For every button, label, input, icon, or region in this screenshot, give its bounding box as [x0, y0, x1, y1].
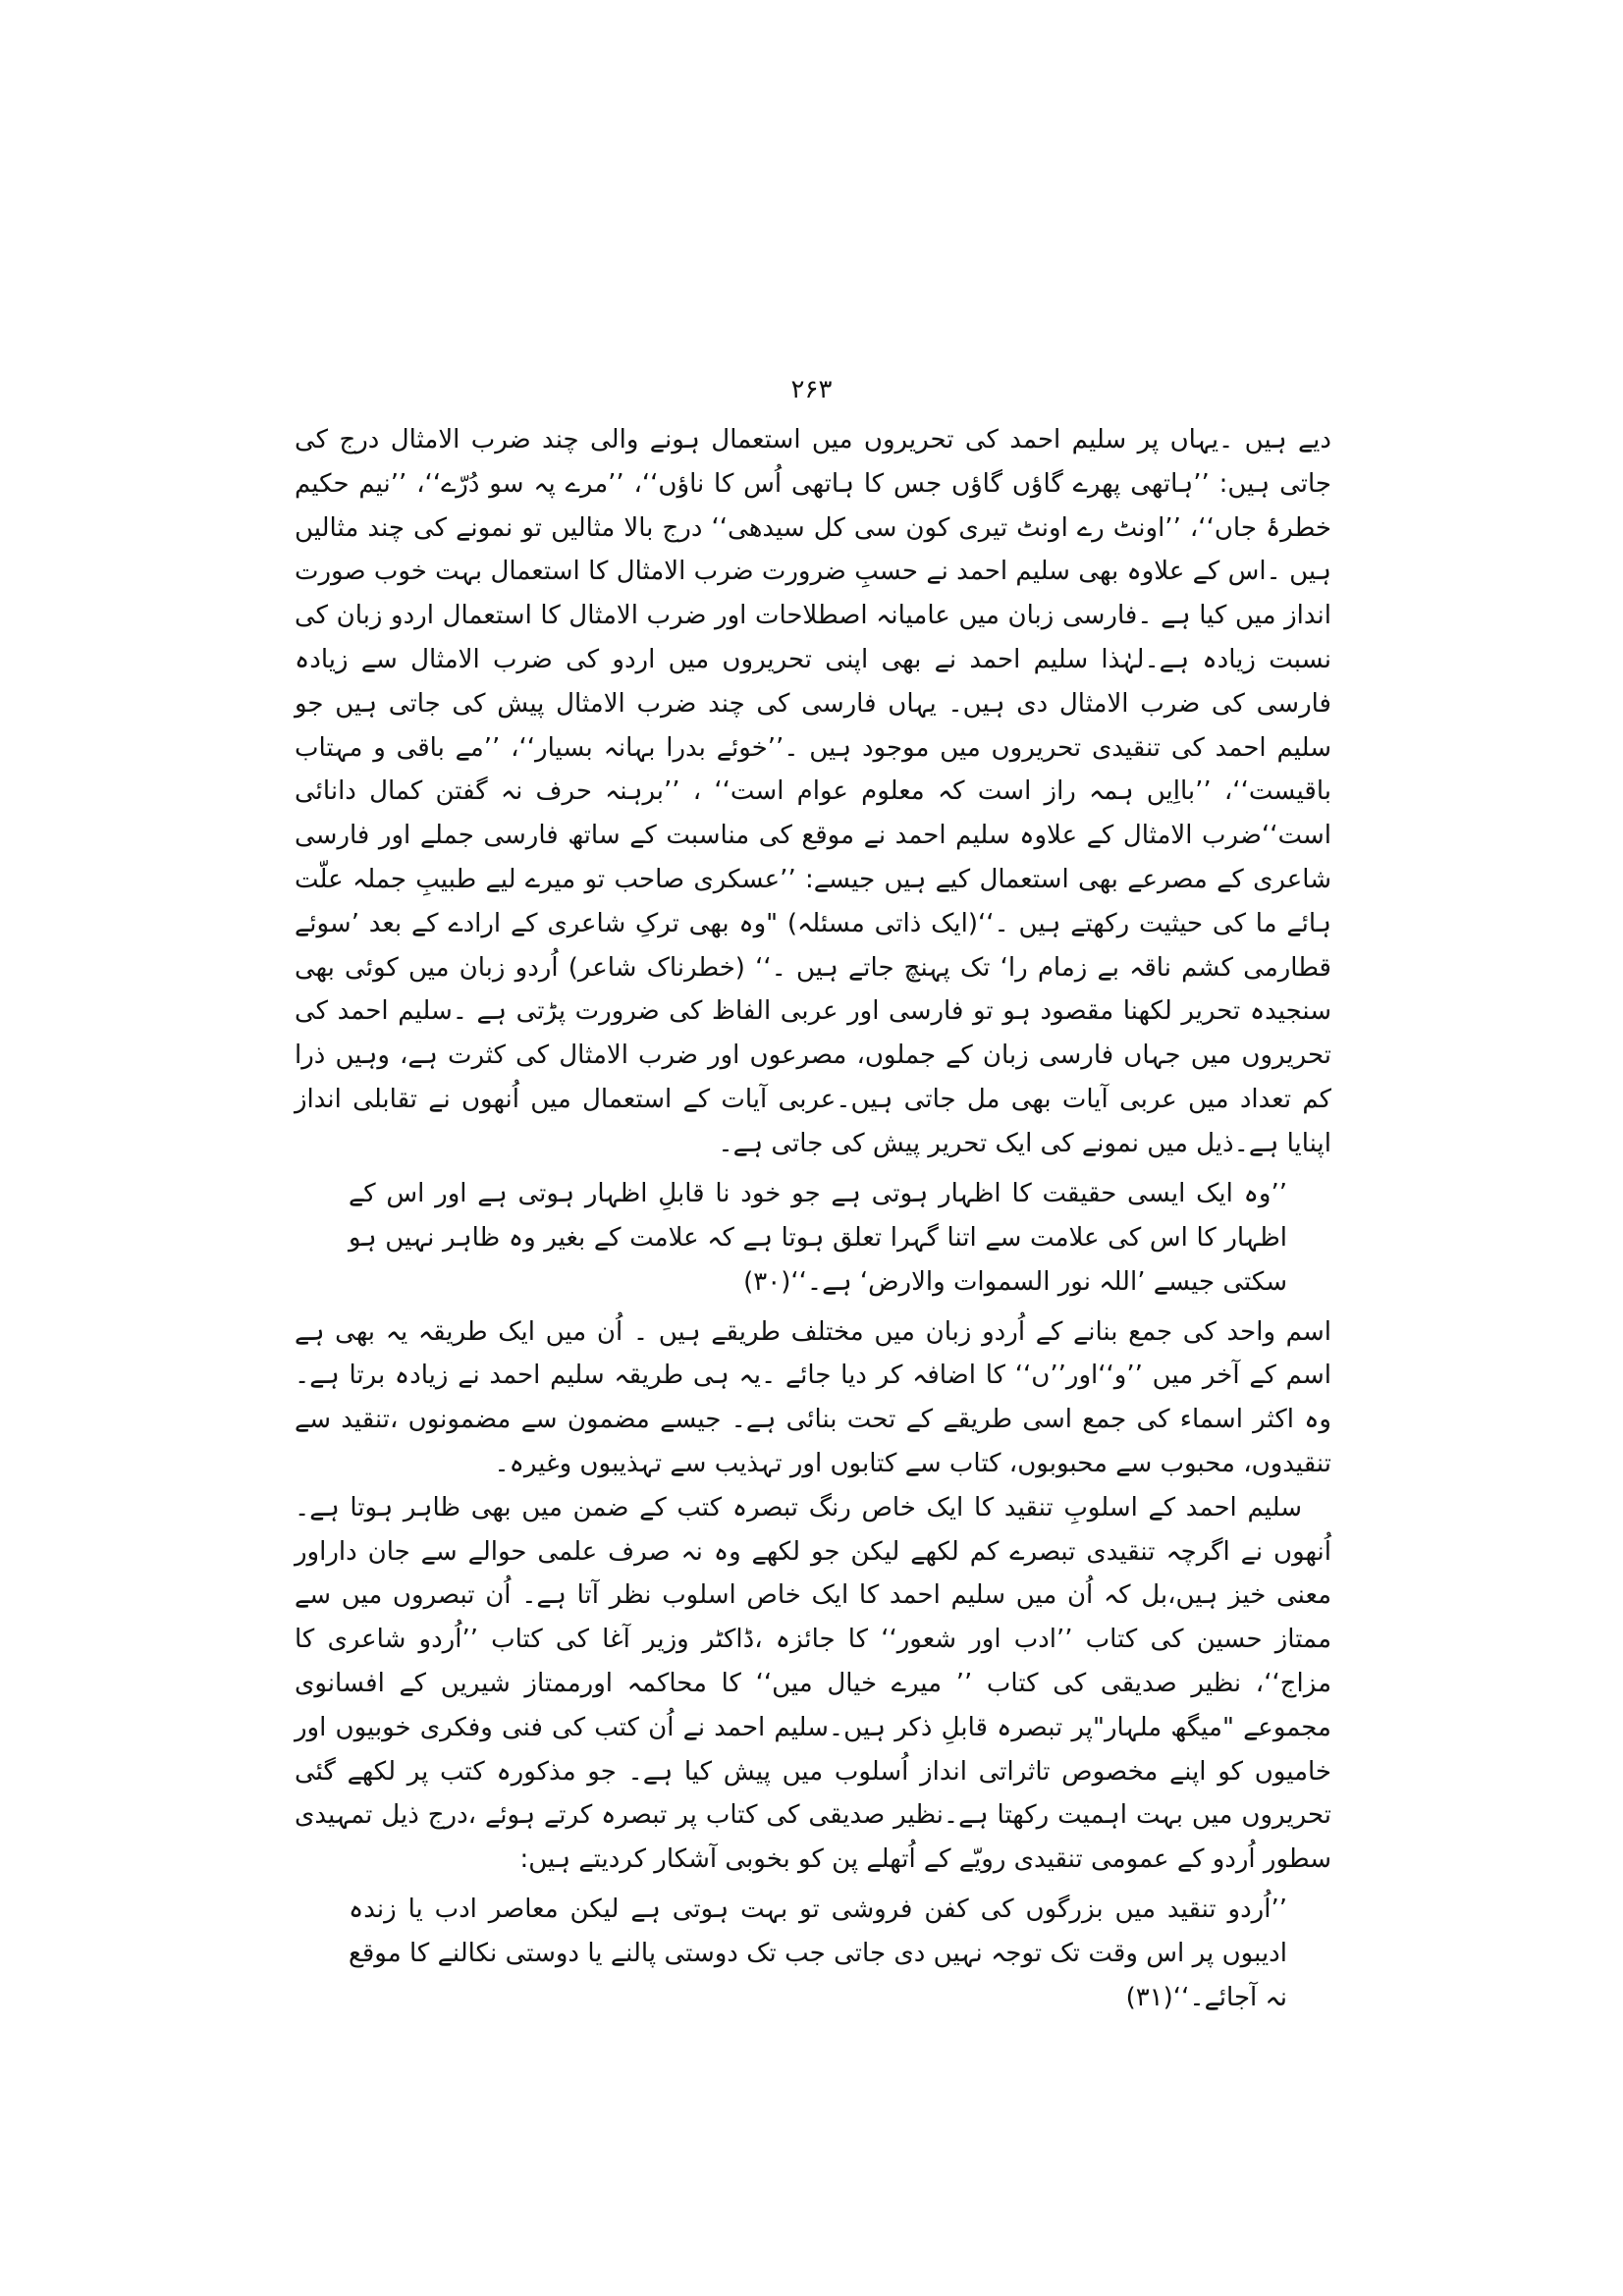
block-quote-31: ’’اُردو تنقید میں بزرگوں کی کفن فروشی تو بہت ہوتی ہے لیکن معاصر ادب یا زندہ ادیبوں پر اس وقت تک توجہ نہیں دی جاتی جب تک دوستی پالنے یا دوستی نکالنے کا موقع نہ آجائے۔‘‘(۳۱) [349, 1894, 1287, 2012]
paragraph-plural-forms: اسم واحد کی جمع بنانے کے اُردو زبان میں مختلف طریقے ہیں ۔ اُن میں ایک طریقہ یہ بھی ہے اسم کے آخر میں ’’و‘‘اور’’ں‘‘ کا اضافہ کر دیا جائے ۔یہ ہی طریقہ سلیم احمد نے زیادہ برتا ہے۔وہ اکثر اسماء کی جمع اسی طریقے کے تحت بنائی ہے۔ جیسے مضمون سے مضمونوں ،تنقید سے تنقیدوں، محبوب سے محبوبوں، کتاب سے کتابوں اور تہذیب سے تہذیبوں وغیرہ۔ [295, 1316, 1331, 1478]
block-quote-30: ’’وہ ایک ایسی حقیقت کا اظہار ہوتی ہے جو خود نا قابلِ اظہار ہوتی ہے اور اس کے اظہار کا اس کی علامت سے اتنا گہرا تعلق ہوتا ہے کہ علامت کے بغیر وہ ظاہر نہیں ہو سکتی جیسے ’اللہ نور السموات والارض‘ ہے۔‘‘(۳۰) [349, 1178, 1287, 1297]
page-number: ۲۶۳ [790, 375, 833, 404]
body-text [295, 418, 1331, 2026]
paragraph-book-reviews: سلیم احمد کے اسلوبِ تنقید کا ایک خاص رنگ تبصرہ کتب کے ضمن میں بھی ظاہر ہوتا ہے۔ اُنھوں نے اگرچہ تنقیدی تبصرے کم لکھے لیکن جو لکھے وہ نہ صرف علمی حوالے سے جان داراور معنی خیز ہیں،بل کہ اُن میں سلیم احمد کا ایک خاص اسلوب نظر آتا ہے۔ اُن تبصروں میں سے ممتاز حسین کی کتاب ’’ادب اور شعور‘‘ کا جائزہ ،ڈاکٹر وزیر آغا کی کتاب ’’اُردو شاعری کا مزاج‘‘، نظیر صدیقی کی کتاب ’’ میرے خیال میں‘‘ کا محاکمہ اورممتاز شیریں کے افسانوی مجموعے "میگھ ملہار"پر تبصرہ قابلِ ذکر ہیں۔سلیم احمد نے اُن کتب کی فنی وفکری خوبیوں اور خامیوں کو اپنے مخصوص تاثراتی انداز اُسلوب میں پیش کیا ہے۔ جو مذکورہ کتب پر لکھے گئی تحریروں میں بہت اہمیت رکھتا ہے۔نظیر صدیقی کی کتاب پر تبصرہ کرتے ہوئے ،درج ذیل تمہیدی سطور اُردو کے عمومی تنقیدی رویّے کے اُتھلے پن کو بخوبی آشکار کردیتے ہیں: [295, 1492, 1331, 1875]
paragraph-proverbs: دیے ہیں ۔یہاں پر سلیم احمد کی تحریروں میں استعمال ہونے والی چند ضرب الامثال درج کی جاتی ہیں: ’’ہاتھی پھرے گاؤں گاؤں جس کا ہاتھی اُس کا ناؤں‘‘، ’’مرے پہ سو دُرّے‘‘، ’’نیم حکیم خطرۂ جاں‘‘، ’’اونٹ رے اونٹ تیری کون سی کل سیدھی‘‘ درج بالا مثالیں تو نمونے کی چند مثالیں ہیں ۔اس کے علاوہ بھی سلیم احمد نے حسبِ ضرورت ضرب الامثال کا استعمال بہت خوب صورت انداز میں کیا ہے ۔فارسی زبان میں عامیانہ اصطلاحات اور ضرب الامثال کا استعمال اردو زبان کی نسبت زیادہ ہے۔لہٰذا سلیم احمد نے بھی اپنی تحریروں میں اردو کی ضرب الامثال سے زیادہ فارسی کی ضرب الامثال دی ہیں۔ یہاں فارسی کی چند ضرب الامثال پیش کی جاتی ہیں جو سلیم احمد کی تنقیدی تحریروں میں موجود ہیں ۔’’خوئے بدرا بہانہ بسیار‘‘، ’’مے باقی و مہتاب باقیست‘‘، ’’بااِیں ہمہ راز است کہ معلوم عوام است‘‘ ، ’’برہنہ حرف نہ گفتن کمال دانائی است‘‘ضرب الامثال کے علاوہ سلیم احمد نے موقع کی مناسبت کے ساتھ فارسی جملے اور فارسی شاعری کے مصرعے بھی استعمال کیے ہیں جیسے: ’’عسکری صاحب تو میرے لیے طبیبِ جملہ علّت ہائے ما کی حیثیت رکھتے ہیں ۔‘‘(ایک ذاتی مسئلہ) "وہ بھی ترکِ شاعری کے ارادے کے بعد ’سوئے قطارمی کشم ناقہ بے زمام را‘ تک پہنچ جاتے ہیں ۔‘‘ (خطرناک شاعر) اُردو زبان میں کوئی بھی سنجیدہ تحریر لکھنا مقصود ہو تو فارسی اور عربی الفاظ کی ضرورت پڑتی ہے ۔سلیم احمد کی تحریروں میں جہاں فارسی زبان کے جملوں، مصرعوں اور ضرب الامثال کی کثرت ہے، وہیں ذرا کم تعداد میں عربی آیات بھی مل جاتی ہیں۔عربی آیات کے استعمال میں اُنھوں نے تقابلی انداز اپنایا ہے۔ذیل میں نمونے کی ایک تحریر پیش کی جاتی ہے۔ [295, 425, 1331, 1158]
